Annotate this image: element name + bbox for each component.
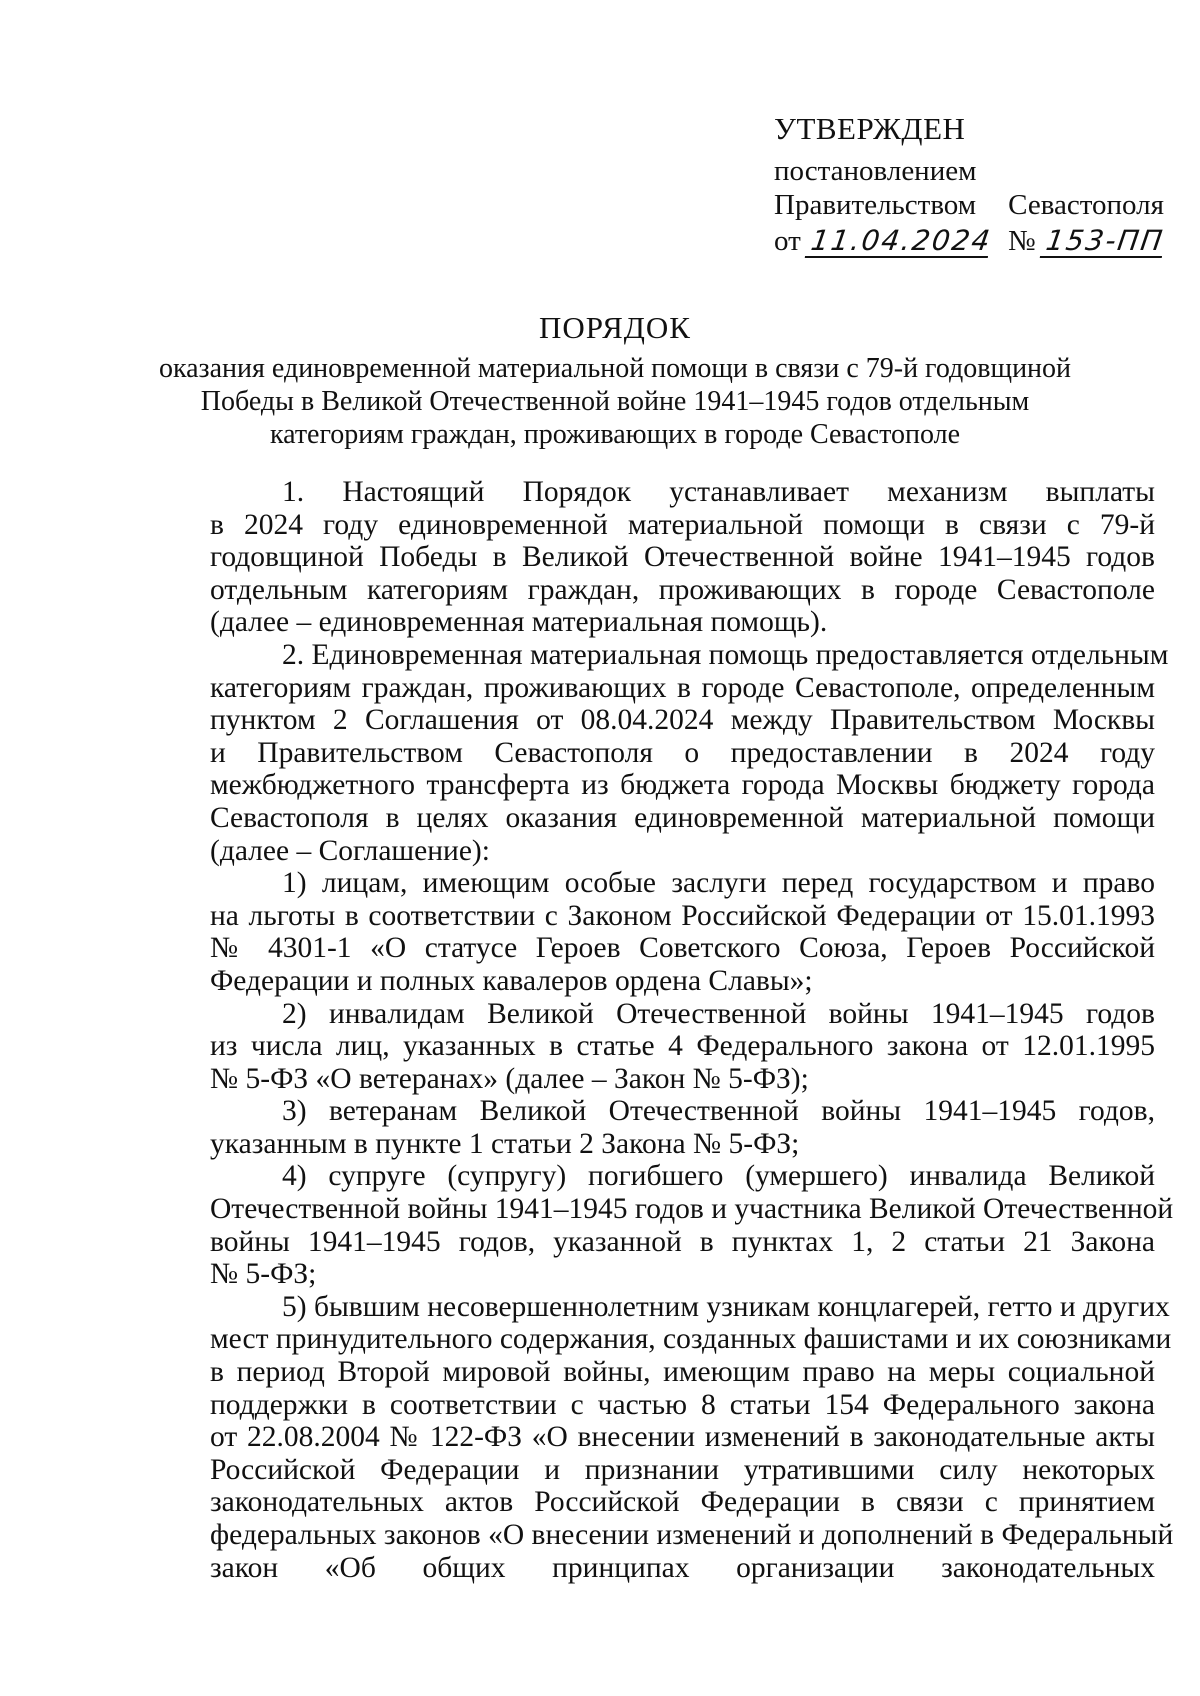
text-line: № 5-ФЗ «О ветеранах» (далее – Закон № 5-ФЗ); <box>210 1062 809 1095</box>
list-item-1 <box>210 867 1155 997</box>
text-line: категориям граждан, проживающих в городе Севастополе, определенным <box>210 671 1155 704</box>
subtitle-line: категориям граждан, проживающих в городе Севастополе <box>269 419 961 450</box>
paragraph-2 <box>210 638 1169 867</box>
text-line: № 4301-1 «О статусе Героев Советского Союза, Героев Российской <box>210 932 1155 965</box>
document-heading <box>150 308 1080 451</box>
text-line: войны 1941–1945 годов, указанной в пунктах 1, 2 статьи 21 Закона <box>210 1225 1155 1258</box>
document-subtitle <box>150 352 1080 451</box>
subtitle-line: Победы в Великой Отечественной войне 1941–1945 годов отдельным <box>200 386 1030 417</box>
text-line: 5) бывшим несовершеннолетним узникам концлагерей, гетто и других <box>282 1290 1170 1323</box>
list-item-5 <box>210 1290 1174 1584</box>
text-line: указанным в пункте 1 статьи 2 Закона № 5-ФЗ; <box>210 1127 800 1160</box>
text-line: на льготы в соответствии с Законом Российской Федерации от 15.01.1993 <box>210 899 1155 932</box>
text-line: отдельным категориям граждан, проживающих в городе Севастополе <box>210 573 1155 606</box>
text-line: 1. Настоящий Порядок устанавливает механизм выплаты <box>282 476 1155 508</box>
approval-government-word: Правительством <box>774 189 977 221</box>
text-line: Севастополя в целях оказания единовременной материальной помощи <box>210 801 1155 834</box>
text-line: 3) ветеранам Великой Отечественной войны 1941–1945 годов, <box>282 1095 1155 1128</box>
approval-line-resolution: постановлением <box>774 155 977 187</box>
text-line: законодательных актов Российской Федерации в связи с принятием <box>210 1486 1155 1519</box>
handwritten-date: 11.04.2024 <box>805 226 993 258</box>
text-line: закон «Об общих принципах организации законодательных <box>210 1551 1155 1584</box>
text-line: в 2024 году единовременной материальной помощи в связи с 79-й <box>210 508 1155 541</box>
text-line: Российской Федерации и признании утратившими силу некоторых <box>210 1453 1155 1486</box>
text-line: в период Второй мировой войны, имеющим право на меры социальной <box>210 1356 1155 1389</box>
date-prefix: от <box>774 225 801 257</box>
text-line: пунктом 2 Соглашения от 08.04.2024 между Правительством Москвы <box>210 704 1155 737</box>
text-line: 2) инвалидам Великой Отечественной войны 1941–1945 годов <box>282 997 1155 1030</box>
text-line: из числа лиц, указанных в статье 4 Федерального закона от 12.01.1995 <box>210 1030 1155 1063</box>
text-line: годовщиной Победы в Великой Отечественной войне 1941–1945 годов <box>210 541 1155 574</box>
text-line: поддержки в соответствии с частью 8 статьи 154 Федерального закона <box>210 1388 1155 1421</box>
text-line: федеральных законов «О внесении изменений и дополнений в Федеральный <box>210 1519 1174 1551</box>
document-title: ПОРЯДОК <box>539 310 691 345</box>
list-item-2 <box>210 998 1155 1096</box>
text-line: (далее – единовременная материальная помощь). <box>210 606 828 639</box>
paragraph-1 <box>210 476 1155 639</box>
text-line: 2. Единовременная материальная помощь предоставляется отдельным <box>282 638 1169 671</box>
approval-date-line <box>774 224 1164 258</box>
text-line: 4) супруге (супругу) погибшего (умершего) инвалида Великой <box>282 1160 1155 1193</box>
list-item-3 <box>210 1095 1155 1160</box>
text-line: межбюджетного трансферта из бюджета города Москвы бюджету города <box>210 769 1155 802</box>
text-line: Отечественной войны 1941–1945 годов и участника Великой Отечественной <box>210 1193 1174 1226</box>
text-line: 1) лицам, имеющим особые заслуги перед государством и право <box>282 867 1155 900</box>
subtitle-line: оказания единовременной материальной помощи в связи с 79-й годовщиной <box>158 353 1072 384</box>
text-line: от 22.08.2004 № 122-ФЗ «О внесении изменений в законодательные акты <box>210 1421 1155 1454</box>
text-line: и Правительством Севастополя о предоставлении в 2024 году <box>210 736 1155 769</box>
approval-city-word: Севастополя <box>1008 189 1164 221</box>
list-item-4 <box>210 1160 1174 1291</box>
approval-stamp-block <box>774 112 1164 258</box>
text-line: (далее – Соглашение): <box>210 834 490 867</box>
number-prefix: № <box>1008 225 1036 257</box>
approval-line-government <box>774 188 1164 222</box>
handwritten-number: 153-ПП <box>1039 226 1166 258</box>
text-line: № 5-ФЗ; <box>210 1258 317 1291</box>
document-body <box>210 476 1174 1584</box>
text-line: Федерации и полных кавалеров ордена Славы»; <box>210 964 813 997</box>
approval-title: УТВЕРЖДЕН <box>774 111 966 146</box>
text-line: мест принудительного содержания, созданных фашистами и их союзниками <box>210 1323 1172 1356</box>
